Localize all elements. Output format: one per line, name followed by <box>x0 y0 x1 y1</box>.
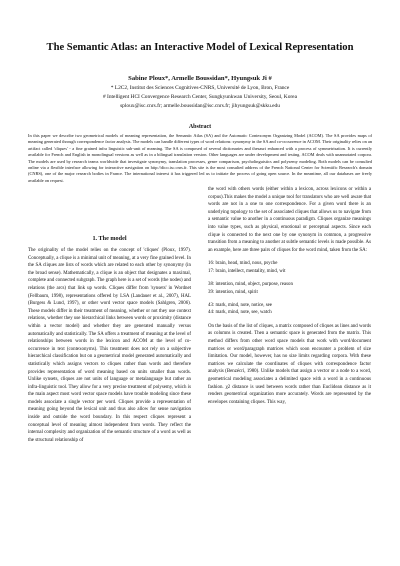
clique-example: 44: mark, mind, note, see, watch <box>208 310 272 316</box>
affiliation-1: * L2C2, Institut des Sciences Cognitives-CNRS, Université de Lyon, Bron, France <box>110 85 290 91</box>
right-column <box>208 186 371 412</box>
abstract-heading: Abstract <box>188 124 212 130</box>
left-column <box>28 234 191 450</box>
clique-example: 39: intention, mind, spirit <box>208 289 258 295</box>
author-emails: sploux@isc.cnrs.fr; armelle.boussidan@isc.cnrs.fr; jihyungsuk@skku.edu <box>120 103 280 109</box>
clique-example: 17: brain, intellect, mentality, mind, wit <box>208 268 286 274</box>
right-paragraph-1: the word with others words (either within a lexicon, across lexicons or within a corpus).This makes the model a unique tool for translators who are well aware that words are not in a one to one correspondence. For a given word there is an underlying topology to the set of associated cliques that allows us to navigate from a semantic value to another in a continuous paradigm. Cliques organize meanings into value types, such as physical, emotional or perceptual aspects. Since each clique is connected to the next one by one synonym in common, a progressive transition from a meaning to another at subtle semantic levels is made possible. As an example, here are three pairs of cliques for the word mind, taken from the SA: <box>208 187 371 253</box>
clique-example: 38: intention, mind, object, purpose, reason <box>208 282 293 288</box>
paper-title: The Semantic Atlas: an Interactive Model of Lexical Representation <box>46 42 354 53</box>
right-paragraph-2: On the basis of the list of cliques, a matrix composed of cliques as lines and words as columns is created. Then a semantic space is generated from the matrix. This method differs from other word space models that work with word/document matrices or word/paragraph matrices which soon encounter a problem of size limitation. Our model, however, has no size limits regarding corpora. With these matrices we calculate the coordinates of cliques with correspondence factor analysis (Benzécri, 1980). Unlike models that assign a vector or a node to a word, geometrical modeling associates a delimited space with a word in a continuous fashion. χ2 distance is used between words rather than Euclidean distance as it renders geometrical organization more accurately. Words are represented by the envelopes containing cliques. This way, <box>208 323 371 405</box>
clique-example: 16: brain, head, mind, nous, psyche <box>208 261 278 267</box>
paper-authors: Sabine Ploux*, Armelle Boussidan*, Hyungsuk Ji # <box>128 75 272 82</box>
clique-example: 43: mark, mind, note, notice, see <box>208 302 272 308</box>
section-heading: 1. The model <box>92 235 127 242</box>
affiliation-2: # Intelligent HCI Convergence Research Center, Sungkyunkwan University, Seoul, Korea <box>103 94 297 100</box>
abstract-text: In this paper we describe two geometrical models of meaning representation, the Semantic Atlas (SA) and the Automatic Contexonym Organizing Model (ACOM). The SA provides maps of meaning generated through correspondence factor analysis. The models can handle different types of word relations: synonymy in the SA and co-occurrence in ACOM. Their originality relies on an artifact called 'cliques' - a fine grained infra linguistic sub-unit of meaning. The SA is composed of several dictionaries and thesauri enhanced with a process of symmetrisation. It is currently available for French and English in monolingual versions as well as in a bilingual translation version. Other languages are under development and testing. ACOM deals with unannotated corpora. The models are used by research teams worldwide that investigate synonymy, translation processes, genre comparison, psycholinguistics and polysemy modeling. Both models can be consulted online via a flexible interface allowing for interactive navigation on http://dico.isc.cnrs.fr. This site is the most consulted address of the French National Center for Scientific Research's domain (CNRS), one of the major research bodies in France. The international interest it has triggered led us to initiate the process of going open source. In the meantime, all our databases are freely available on request. <box>28 133 372 183</box>
left-paragraph-1: The originality of the model relies on the concept of 'cliques' (Ploux, 1997). Conceptually, a clique is a minimal unit of meaning, at a very fine grained level. In the SA cliques are lists of words which are related to each other by synonymy (in the broad sense). Mathematically, a clique is an object that designates a maximal, complete and connected subgraph. The graph here is a set of words (the nodes) and relations (the arcs) that link up words. Cliques differ from 'synsets' in Wordnet (Fellbaum, 1998), representations offered by LSA (Landauer et al., 2007), HAL (Burgess & Lund, 1997), or other word vector space models (Sahlgren, 2006). These models differ in their treatment of meaning, whether or not they use context relations, whether they use hierarchical links between words or proximity (distance within a vector model) and whether they are generated manually versus automatically and statistically. The SA offers a treatment of meaning at the level of relationships between words in the lexicon and ACOM at the level of co-occurrence in text (contexonyms). This treatment does not rely on a subjective hierarchical classification but on a geometrical model generated automatically and statistically which assigns vectors to cliques rather than words and therefore provides representation of word meaning based on units smaller than words. Unlike synsets, cliques are not units of language or metalanguage but rather an infra-linguistic tool. They allow for a very precise treatment of polysemy, which is the main aspect most word vector space models have trouble modeling since these models associate a single vector per word. Cliques provide a representation of meaning going beyond the lexical unit and thus also allow for sense navigation inside and outside the word boundary. In this respect cliques represent a conceptual level of meaning almost independent from words. They reflect the internal complexity and organization of the semantic structure of a word as well as the structural relationship of <box>28 248 191 443</box>
